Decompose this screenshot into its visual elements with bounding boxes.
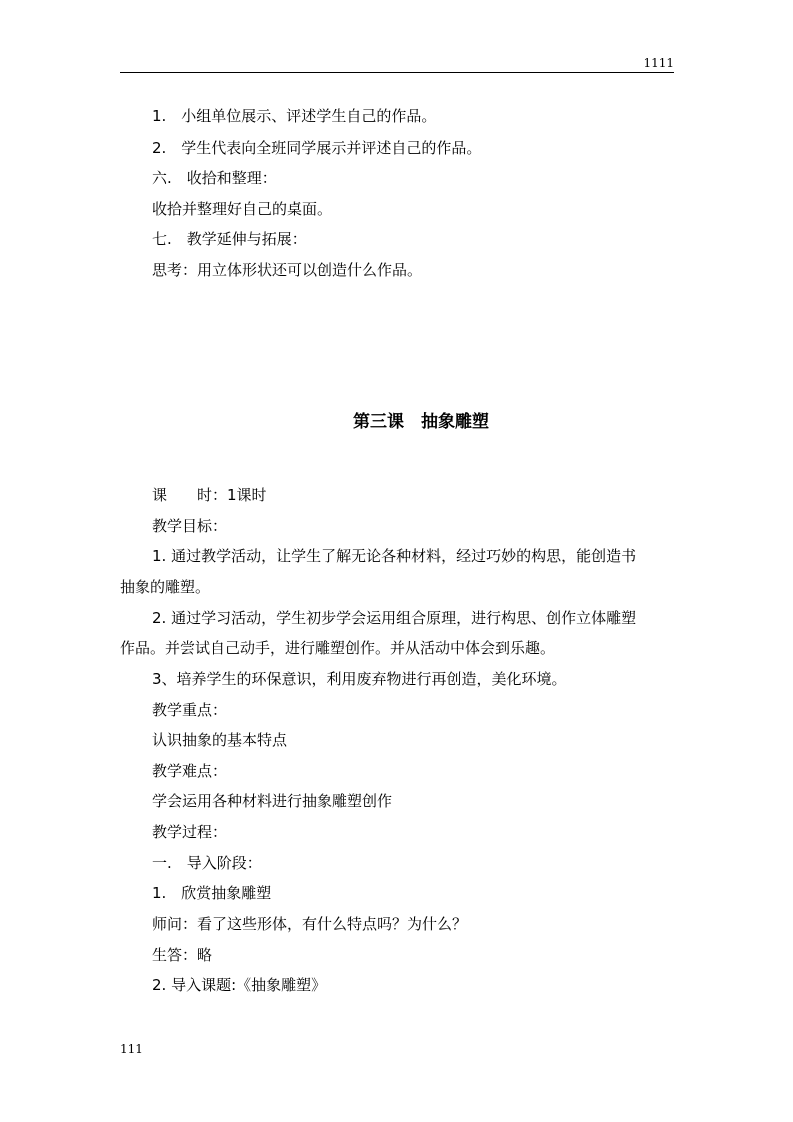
text-line: 课 时：1课时	[152, 486, 267, 504]
text-line: 1. 小组单位展示、评述学生自己的作品。	[152, 107, 437, 125]
text-line: 1. 欣赏抽象雕塑	[152, 884, 272, 902]
text-line: 抽象的雕塑。	[120, 578, 211, 596]
text-line: 2. 学生代表向全班同学展示并评述自己的作品。	[152, 139, 482, 157]
header-rule	[120, 72, 674, 73]
text-line: 3、培养学生的环保意识，利用废弃物进行再创造，美化环境。	[152, 670, 567, 688]
lesson-title: 第三课 抽象雕塑	[353, 412, 489, 432]
text-line: 六. 收拾和整理：	[152, 169, 277, 187]
text-line: 一. 导入阶段：	[152, 854, 262, 872]
text-line: 学会运用各种材料进行抽象雕塑创作	[152, 792, 393, 810]
text-line: 作品。并尝试自己动手，进行雕塑创作。并从活动中体会到乐趣。	[120, 639, 556, 657]
footer-page-number: 111	[120, 1042, 143, 1056]
text-line: 师问：看了这些形体，有什么特点吗？为什么？	[152, 915, 468, 933]
text-line: 教学重点：	[152, 701, 228, 719]
text-line: 思考：用立体形状还可以创造什么作品。	[152, 261, 423, 279]
text-line: 2. 通过学习活动，学生初步学会运用组合原理，进行构思、创作立体雕塑	[152, 609, 637, 627]
text-line: 2. 导入课题:《抽象雕塑》	[152, 976, 327, 994]
text-line: 1. 通过教学活动，让学生了解无论各种材料，经过巧妙的构思，能创造书	[152, 547, 637, 565]
text-line: 教学目标：	[152, 517, 228, 535]
header-page-number: 1111	[643, 56, 674, 70]
text-line: 教学过程：	[152, 823, 228, 841]
text-line: 生答：略	[152, 946, 213, 964]
text-line: 收拾并整理好自己的桌面。	[152, 200, 333, 218]
text-line: 认识抽象的基本特点	[152, 731, 288, 749]
text-line: 七. 教学延伸与拓展：	[152, 230, 307, 248]
text-line: 教学难点：	[152, 762, 228, 780]
